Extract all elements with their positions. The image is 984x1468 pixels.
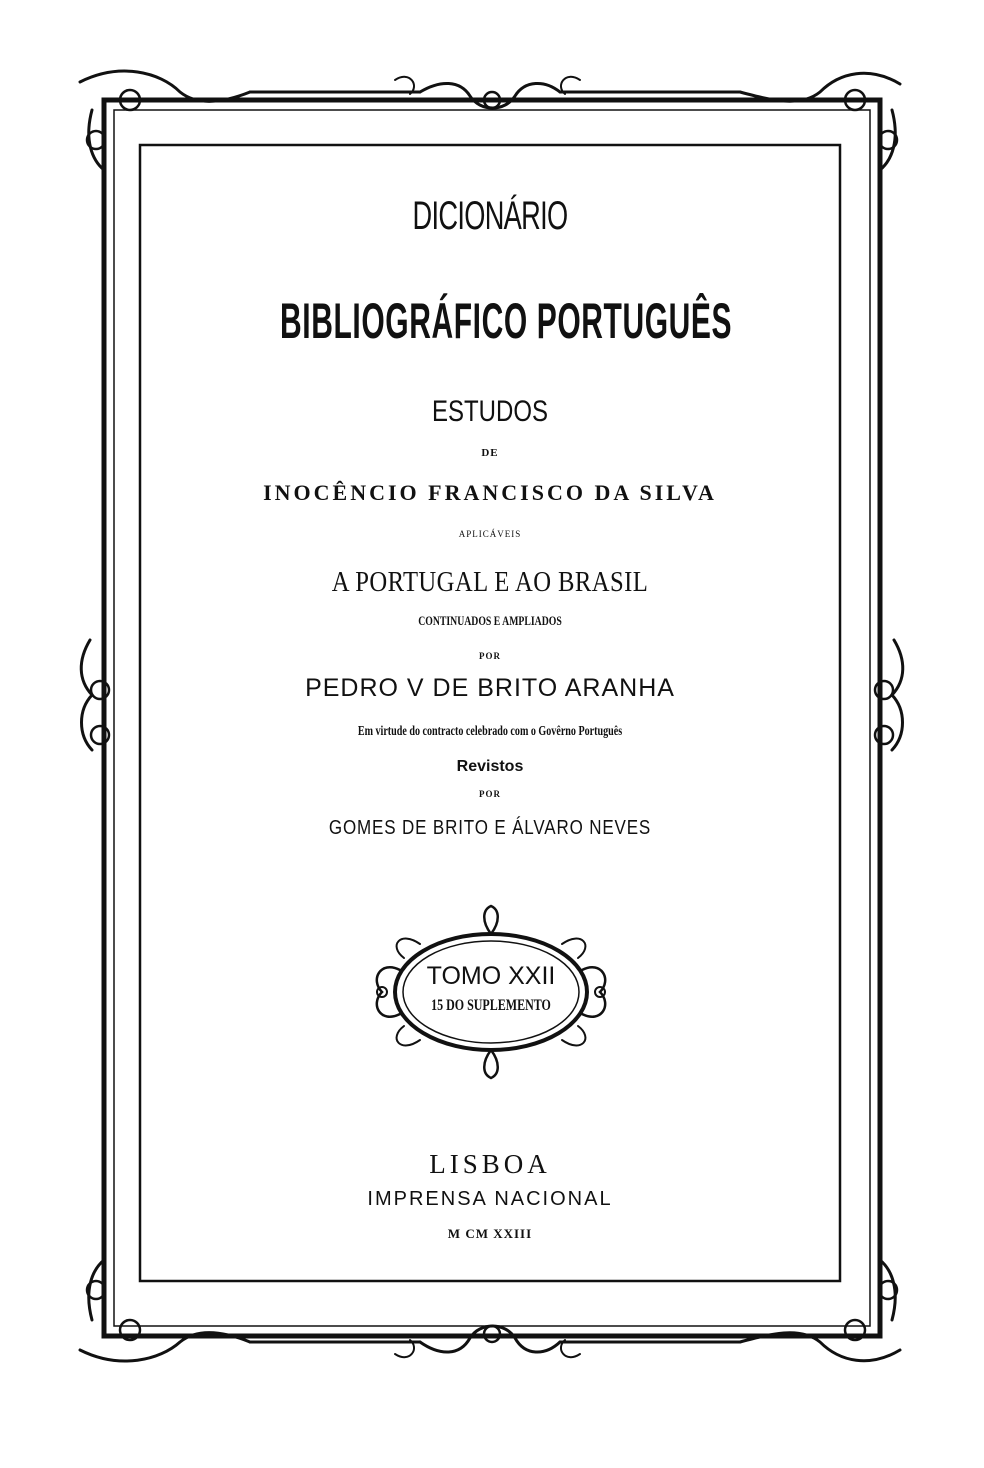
publication-year: M CM XXIII <box>447 1226 533 1241</box>
connector-por-1: POR <box>479 651 501 661</box>
continuator-name: PEDRO V DE BRITO ARANHA <box>305 674 675 702</box>
revistos-line: Revistos <box>456 758 524 775</box>
publisher-name: IMPRENSA NACIONAL <box>367 1188 613 1210</box>
contract-note: Em virtude do contracto celebrado com o Govêrno Português <box>357 724 623 739</box>
volume-number: TOMO XXII <box>426 962 556 990</box>
subtitle-estudos: ESTUDOS <box>431 395 549 428</box>
continuados-line: CONTINUADOS E AMPLIADOS <box>418 613 562 628</box>
connector-por-2: POR <box>479 789 501 799</box>
author-name: INOCÊNCIO FRANCISCO DA SILVA <box>263 480 717 505</box>
connector-aplicaveis: APLICÁVEIS <box>458 529 522 539</box>
supplement-number: 15 DO SUPLEMENTO <box>431 997 551 1014</box>
title-line-1: DICIONÁRIO <box>412 194 568 238</box>
publication-city: LISBOA <box>429 1149 551 1179</box>
title-line-2: BIBLIOGRÁFICO PORTUGUÊS <box>280 293 733 349</box>
volume-medallion <box>360 900 622 1084</box>
connector-de: DE <box>481 447 499 459</box>
countries-line: A PORTUGAL E AO BRASIL <box>331 566 649 598</box>
revisers-names: GOMES DE BRITO E ÁLVARO NEVES <box>328 817 652 839</box>
